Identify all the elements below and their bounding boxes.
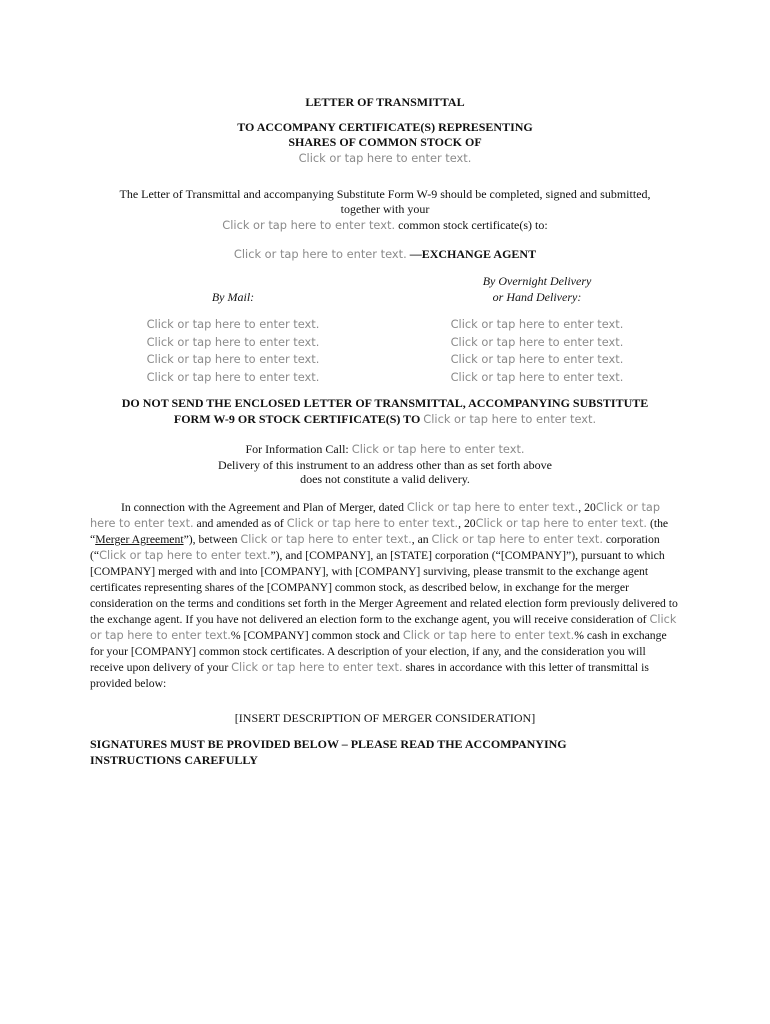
subtitle-line-1: TO ACCOMPANY CERTIFICATE(S) REPRESENTING — [237, 120, 533, 134]
merger-paragraph — [90, 500, 682, 692]
merger-agreement-term: Merger Agreement — [95, 533, 184, 546]
delivery-note-line-2: does not constitute a valid delivery. — [300, 472, 470, 486]
info-call-label: For Information Call: — [245, 442, 349, 456]
hand-address-line-3[interactable]: Click or tap here to enter text. — [450, 352, 624, 367]
warning-line-2 — [0, 412, 770, 427]
cash-percent-field[interactable]: Click or tap here to enter text. — [402, 629, 575, 642]
party-name-field[interactable]: Click or tap here to enter text. — [240, 533, 412, 546]
hand-address-line-4[interactable]: Click or tap here to enter text. — [450, 369, 624, 384]
amendment-date-field[interactable]: Click or tap here to enter text. — [286, 517, 459, 530]
agreement-year-field[interactable]: Click or tap here to enter text. — [90, 501, 660, 530]
mail-address-line-2[interactable]: Click or tap here to enter text. — [146, 334, 320, 349]
intro-line-3-suffix: common stock certificate(s) to: — [398, 218, 548, 232]
body-text-6: ”), between — [183, 533, 238, 546]
intro-line-3 — [0, 218, 770, 233]
stock-percent-field[interactable]: Click or tap here to enter text. — [90, 613, 677, 642]
company-name-field[interactable]: Click or tap here to enter text. — [298, 151, 472, 165]
body-text-12: shares in accordance with this letter of transmittal is provided below: — [90, 661, 649, 690]
merger-consideration-placeholder: [INSERT DESCRIPTION OF MERGER CONSIDERATION] — [234, 711, 536, 725]
intro-line-1: The Letter of Transmittal and accompanying Substitute Form W-9 should be completed, signed and submitted, — [119, 187, 651, 201]
body-text-1: In connection with the Agreement and Plan of Merger, dated — [121, 501, 404, 514]
info-phone-field[interactable]: Click or tap here to enter text. — [351, 442, 525, 456]
exchange-agent-line — [0, 247, 770, 262]
body-text-8: corporation (“ — [90, 533, 660, 562]
warning-line-1: DO NOT SEND THE ENCLOSED LETTER OF TRANSMITTAL, ACCOMPANYING SUBSTITUTE — [121, 396, 649, 410]
warning-recipient-field[interactable]: Click or tap here to enter text. — [423, 412, 597, 426]
agreement-date-field[interactable]: Click or tap here to enter text. — [406, 501, 579, 514]
overnight-label-line-2: or Hand Delivery: — [492, 290, 582, 304]
signatures-heading-line-1: SIGNATURES MUST BE PROVIDED BELOW – PLEASE READ THE ACCOMPANYING — [90, 737, 567, 751]
party-state-field[interactable]: Click or tap here to enter text. — [431, 533, 603, 546]
by-mail-label: By Mail: — [211, 290, 255, 304]
info-call-line — [0, 442, 770, 457]
stock-company-field[interactable]: Click or tap here to enter text. — [222, 218, 396, 232]
overnight-label-line-1: By Overnight Delivery — [482, 274, 592, 288]
hand-delivery-address-block — [407, 316, 667, 386]
signatures-heading-line-2: INSTRUCTIONS CAREFULLY — [90, 752, 258, 767]
shares-company-field[interactable]: Click or tap here to enter text. — [231, 661, 403, 674]
party-short-name-field[interactable]: Click or tap here to enter text. — [99, 549, 271, 562]
intro-line-2: together with your — [340, 202, 430, 216]
signatures-heading — [90, 737, 650, 768]
amendment-year-field[interactable]: Click or tap here to enter text. — [475, 517, 648, 530]
exchange-agent-name-field[interactable]: Click or tap here to enter text. — [233, 247, 407, 261]
body-text-2: , 20 — [578, 501, 596, 514]
mail-address-line-1[interactable]: Click or tap here to enter text. — [146, 317, 320, 331]
body-text-9: ”), and [COMPANY], an [STATE] corporation (“[COMPANY]”), pursuant to which [COMPANY] merged with and into [COMPANY], with [COMPANY] surviving, please transmit to the exchange agent certificates representing shares of the [COMPANY] common stock, as described below, in exchange for the merger consideration on the terms and conditions set forth in the Merger Agreement and related election form previously delivered to the exchange agent. If you have not delivered an election form to the exchange agent, you will receive consideration of — [90, 549, 678, 626]
warning-line-2-text: FORM W-9 OR STOCK CERTIFICATE(S) TO — [173, 412, 421, 426]
body-text-10: % [COMPANY] common stock and — [230, 629, 400, 642]
hand-address-line-2[interactable]: Click or tap here to enter text. — [450, 334, 624, 349]
body-text-7: , an — [411, 533, 429, 546]
body-text-11: % cash in exchange for your [COMPANY] common stock certificates. A description of your election, if any, and the consideration you will receive upon delivery of your — [90, 629, 667, 674]
delivery-note-line-1: Delivery of this instrument to an address other than as set forth above — [218, 458, 552, 472]
hand-address-line-1[interactable]: Click or tap here to enter text. — [450, 317, 624, 331]
subtitle-line-2: SHARES OF COMMON STOCK OF — [288, 135, 482, 149]
mail-address-block — [103, 316, 363, 386]
body-text-5: (the “ — [90, 517, 669, 546]
body-text-4: , 20 — [458, 517, 476, 530]
mail-address-line-3[interactable]: Click or tap here to enter text. — [146, 352, 320, 367]
exchange-agent-label: —EXCHANGE AGENT — [409, 247, 537, 261]
mail-address-line-4[interactable]: Click or tap here to enter text. — [146, 369, 320, 384]
document-title: LETTER OF TRANSMITTAL — [305, 95, 465, 109]
body-text-3: and amended as of — [196, 517, 284, 530]
